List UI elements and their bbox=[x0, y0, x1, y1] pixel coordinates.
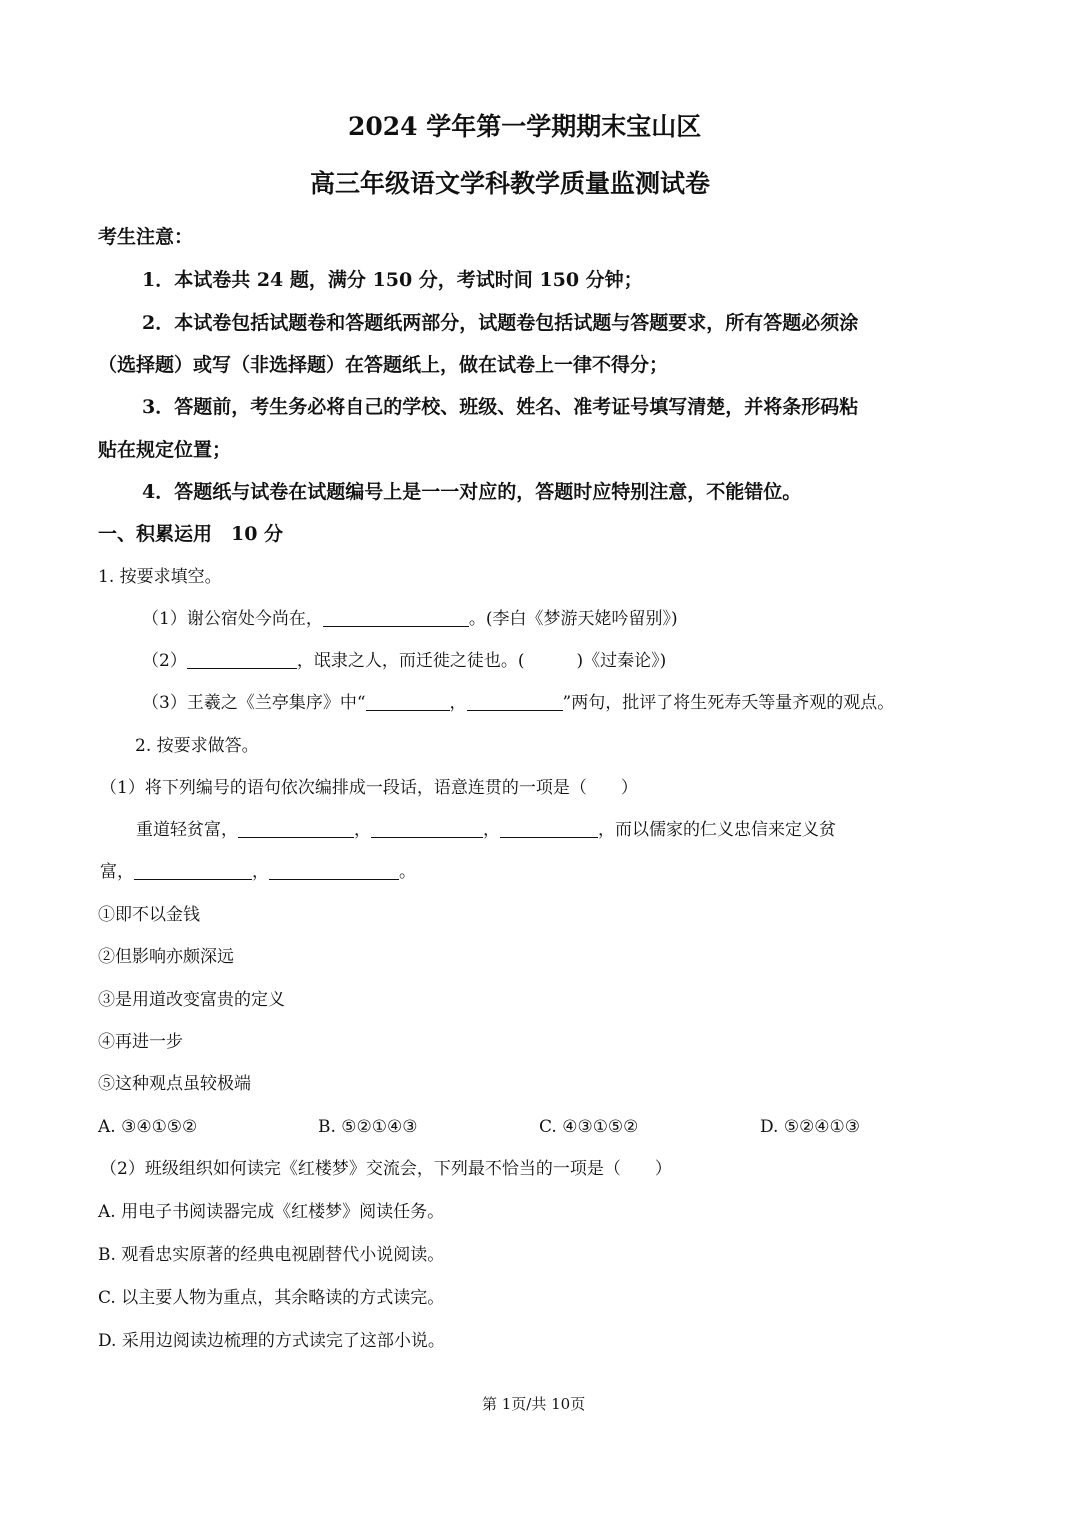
fill-blank[interactable] bbox=[134, 862, 252, 880]
question-1-part-3 bbox=[142, 693, 894, 713]
q1-p1-suffix: 。(李白《梦游天姥吟留别》) bbox=[468, 609, 678, 629]
fill-blank[interactable] bbox=[371, 820, 483, 838]
section-heading: 一、积累运用 10 分 bbox=[98, 523, 284, 545]
q1-p2-mid: ，氓隶之人，而迁徙之徒也。( bbox=[296, 651, 525, 671]
passage-comma: ， bbox=[252, 862, 269, 882]
passage-line-2 bbox=[100, 862, 416, 882]
q1-p3-prefix: （3）王羲之《兰亭集序》中“ bbox=[142, 693, 366, 713]
notice-heading: 考生注意： bbox=[98, 226, 194, 248]
sentence-option-4: ④再进一步 bbox=[98, 1032, 183, 1052]
q1-p2-suffix: )《过秦论》) bbox=[576, 651, 667, 671]
notice-item-2-line2: （选择题）或写（非选择题）在答题纸上，做在试卷上一律不得分； bbox=[98, 354, 669, 376]
fill-blank[interactable] bbox=[238, 820, 354, 838]
sub2-choice-b[interactable]: B. 观看忠实原著的经典电视剧替代小说阅读。 bbox=[98, 1245, 445, 1265]
q1-p3-comma: ， bbox=[449, 693, 467, 713]
question-1-part-2 bbox=[142, 651, 666, 671]
passage-middle: ，而以儒家的仁义忠信来定义贫 bbox=[598, 820, 836, 840]
page-footer: 第 1页/共 10页 bbox=[482, 1395, 586, 1413]
fill-blank[interactable] bbox=[323, 609, 469, 627]
notice-item-3-line2: 贴在规定位置； bbox=[98, 439, 232, 461]
sub2-choice-a[interactable]: A. 用电子书阅读器完成《红楼梦》阅读任务。 bbox=[98, 1202, 445, 1222]
q1-p3-suffix: ”两句，批评了将生死寿夭等量齐观的观点。 bbox=[562, 693, 895, 713]
passage-start: 重道轻贫富， bbox=[136, 820, 238, 840]
sub2-choice-d[interactable]: D. 采用边阅读边梳理的方式读完了这部小说。 bbox=[98, 1331, 445, 1351]
sentence-option-3: ③是用道改变富贵的定义 bbox=[98, 990, 285, 1010]
q1-p1-prefix: （1）谢公宿处今尚在， bbox=[142, 609, 323, 629]
choice-a[interactable]: A. ③④①⑤② bbox=[98, 1117, 198, 1137]
fill-blank[interactable] bbox=[269, 862, 399, 880]
fill-blank[interactable] bbox=[500, 820, 598, 838]
exam-title-line1: 2024 学年第一学期期末宝山区 bbox=[348, 112, 702, 141]
passage-comma: ， bbox=[483, 820, 500, 840]
question-2-stem: 2. 按要求做答。 bbox=[135, 736, 259, 756]
question-2-sub-2-stem: （2）班级组织如何读完《红楼梦》交流会，下列最不恰当的一项是（ ） bbox=[100, 1159, 672, 1179]
sub2-choice-c[interactable]: C. 以主要人物为重点，其余略读的方式读完。 bbox=[98, 1288, 445, 1308]
sentence-option-5: ⑤这种观点虽较极端 bbox=[98, 1074, 251, 1094]
passage-comma: ， bbox=[354, 820, 371, 840]
fill-blank[interactable] bbox=[467, 693, 563, 711]
question-1-part-1 bbox=[142, 609, 678, 629]
question-1-stem: 1. 按要求填空。 bbox=[98, 567, 222, 587]
passage-cont: 富， bbox=[100, 862, 134, 882]
sentence-option-1: ①即不以金钱 bbox=[98, 905, 200, 925]
choice-c[interactable]: C. ④③①⑤② bbox=[539, 1117, 639, 1137]
notice-item-2-line1: 2．本试卷包括试题卷和答题纸两部分，试题卷包括试题与答题要求，所有答题必须涂 bbox=[142, 312, 859, 334]
exam-title-line2: 高三年级语文学科教学质量监测试卷 bbox=[310, 169, 711, 198]
fill-blank[interactable] bbox=[187, 651, 297, 669]
notice-item-1: 1．本试卷共 24 题，满分 150 分，考试时间 150 分钟； bbox=[142, 269, 643, 291]
notice-item-3-line1: 3．答题前，考生务必将自己的学校、班级、姓名、准考证号填写清楚，并将条形码粘 bbox=[142, 396, 859, 418]
q1-p2-prefix: （2） bbox=[142, 651, 187, 671]
fill-blank[interactable] bbox=[366, 693, 450, 711]
choice-b[interactable]: B. ⑤②①④③ bbox=[318, 1117, 418, 1137]
passage-end: 。 bbox=[399, 862, 416, 882]
sentence-option-2: ②但影响亦颇深远 bbox=[98, 947, 234, 967]
passage-line-1 bbox=[136, 820, 836, 840]
notice-item-4: 4．答题纸与试卷在试题编号上是一一对应的，答题时应特别注意，不能错位。 bbox=[142, 481, 802, 503]
choice-d[interactable]: D. ⑤②④①③ bbox=[760, 1117, 861, 1137]
question-2-sub-1-stem: （1）将下列编号的语句依次编排成一段话，语意连贯的一项是（ ） bbox=[100, 778, 638, 798]
